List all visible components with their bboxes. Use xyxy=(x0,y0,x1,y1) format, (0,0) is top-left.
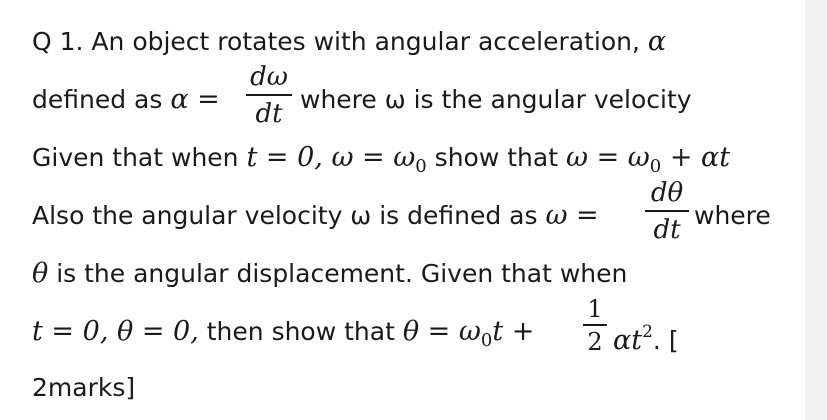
question-line-4-cont xyxy=(694,200,771,232)
question-line-2-cont xyxy=(300,84,692,116)
question-line-5 xyxy=(32,258,627,290)
line6-result: $\theta = \omega_0t$ + xyxy=(402,316,535,351)
question-line-6 xyxy=(32,316,534,357)
fraction-numerator: 1 xyxy=(587,295,603,323)
fraction-bar xyxy=(645,210,689,212)
line6-text: then show that xyxy=(198,317,403,346)
fraction-denominator: dt xyxy=(255,99,283,129)
line6-condition: t = 0, θ = 0, xyxy=(32,316,199,347)
question-line-3 xyxy=(32,142,730,183)
question-line-2 xyxy=(32,84,220,116)
line3-text: Given that when xyxy=(32,143,247,172)
line4-text: Also the angular velocity ω is defined as xyxy=(32,201,546,230)
fraction-dtheta-dt xyxy=(645,178,689,245)
alpha-t-squared: $\alpha t^2$ xyxy=(613,322,653,356)
line4-text-after: where xyxy=(694,201,771,230)
line1-text: Q 1. An object rotates with angular acceleration, xyxy=(32,27,648,56)
question-line-1 xyxy=(32,26,666,58)
line3-condition: t = 0, $\omega = \omega_0$ xyxy=(246,142,427,177)
fraction-numerator: dθ xyxy=(650,178,684,208)
fraction-denominator: 2 xyxy=(587,328,603,356)
line2-text: defined as xyxy=(32,85,171,114)
fraction-denominator: dt xyxy=(653,215,681,245)
line6-text-end: . [ xyxy=(652,326,679,355)
alpha-symbol: α xyxy=(647,26,667,57)
fraction-numerator: dω xyxy=(250,62,288,92)
fraction-bar xyxy=(246,94,292,96)
line3-text-mid: show that xyxy=(426,143,566,172)
theta-symbol: θ xyxy=(32,258,49,289)
question-line-6-cont xyxy=(613,316,679,357)
line5-text: is the angular displacement. Given that when xyxy=(48,259,628,288)
fraction-domega-dt xyxy=(246,62,292,129)
line3-result: $\omega = \omega_0 + \alpha t$ xyxy=(565,142,731,177)
omega-equals: ω = xyxy=(545,200,599,231)
question-line-7 xyxy=(32,372,135,404)
question-line-4 xyxy=(32,200,599,232)
line2-text-after: where ω is the angular velocity xyxy=(300,85,692,114)
fraction-one-half xyxy=(583,296,607,355)
alpha-equals: α = xyxy=(170,84,220,115)
marks-text: 2marks] xyxy=(32,373,136,402)
fraction-bar xyxy=(583,324,607,326)
